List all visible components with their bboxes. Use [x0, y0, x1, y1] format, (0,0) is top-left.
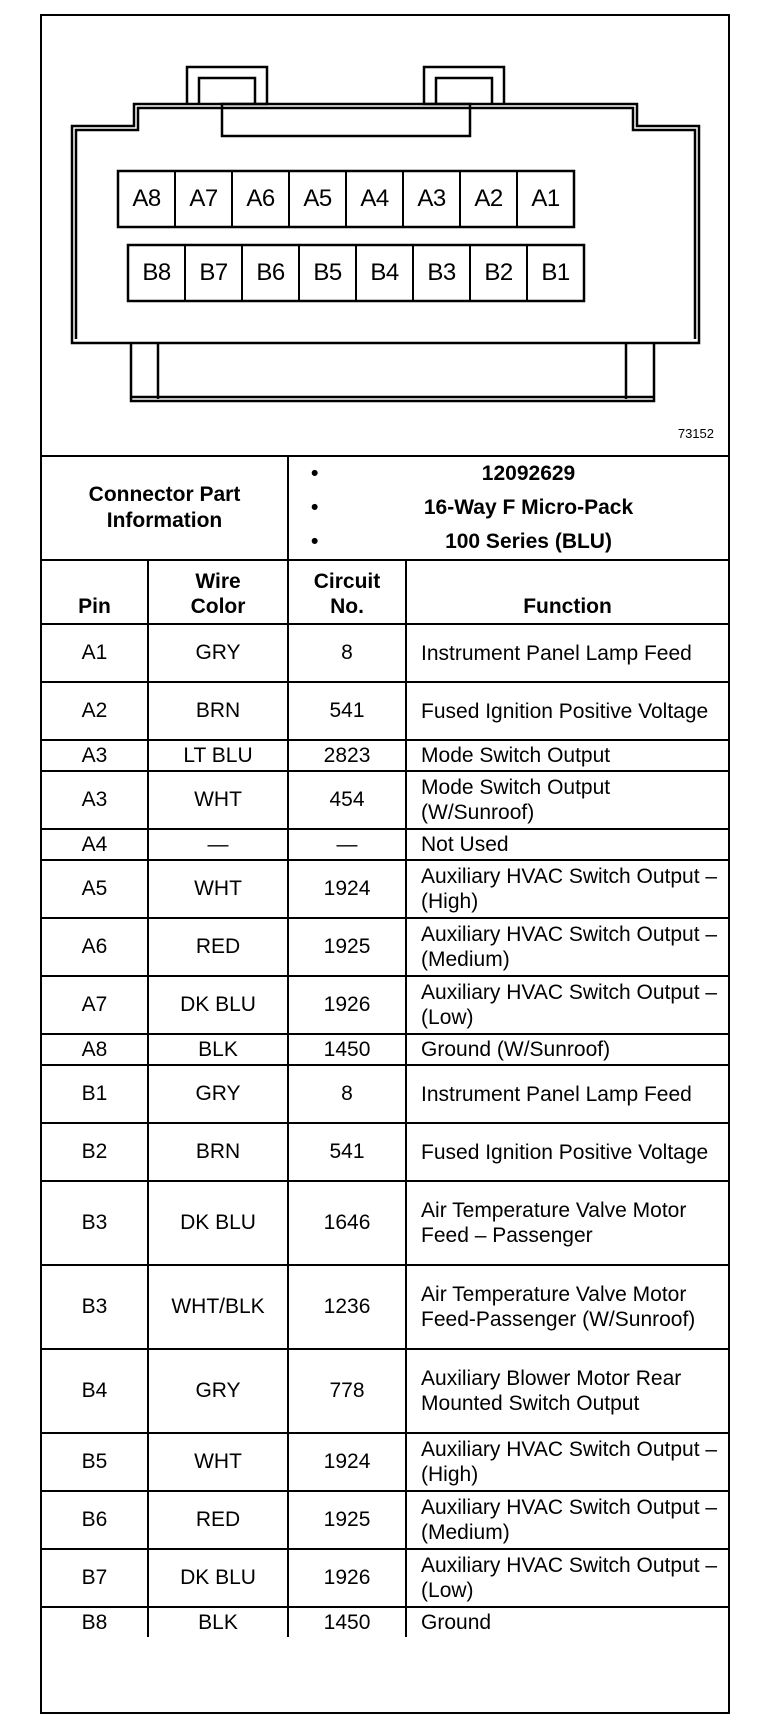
- circuit-cell: 1926: [288, 1549, 406, 1607]
- wire-color-cell: GRY: [148, 1065, 288, 1123]
- header-circuit: Circuit No.: [288, 560, 406, 624]
- function-cell: Auxiliary HVAC Switch Output – (Medium): [406, 1491, 728, 1549]
- pin-label-b7: B7: [199, 259, 228, 286]
- table-row: [42, 740, 728, 771]
- table-row: [42, 1433, 728, 1491]
- pin-cell: B3: [42, 1181, 148, 1265]
- table-row: [42, 1491, 728, 1549]
- pin-cell: B1: [42, 1065, 148, 1123]
- wire-color-cell: LT BLU: [148, 740, 288, 771]
- function-cell: Ground: [406, 1607, 728, 1637]
- table-row: [42, 1607, 728, 1637]
- connector-diagram: [42, 16, 728, 457]
- table-row: [42, 1265, 728, 1349]
- circuit-cell: 541: [288, 1123, 406, 1181]
- connector-sheet: [40, 14, 730, 1714]
- pin-cell: B6: [42, 1491, 148, 1549]
- table-row: [42, 1065, 728, 1123]
- wire-color-cell: DK BLU: [148, 976, 288, 1034]
- connector-type: • 16-Way F Micro-Pack: [329, 491, 728, 525]
- wire-color-cell: BLK: [148, 1607, 288, 1637]
- table-row: [42, 918, 728, 976]
- pin-label-b6: B6: [256, 259, 285, 286]
- pin-label-b5: B5: [313, 259, 342, 286]
- table-row: [42, 1181, 728, 1265]
- table-row: [42, 860, 728, 918]
- wire-color-cell: BRN: [148, 1123, 288, 1181]
- pin-rows: [42, 624, 728, 1637]
- pin-cell: B3: [42, 1265, 148, 1349]
- pin-cell: B5: [42, 1433, 148, 1491]
- function-cell: Auxiliary HVAC Switch Output – (Medium): [406, 918, 728, 976]
- pin-label-a8: A8: [132, 185, 161, 212]
- pin-cell: A8: [42, 1034, 148, 1065]
- wire-color-cell: WHT: [148, 771, 288, 829]
- circuit-cell: 1236: [288, 1265, 406, 1349]
- pin-label-a1: A1: [531, 185, 560, 212]
- header-row: [42, 560, 728, 624]
- circuit-cell: 1924: [288, 1433, 406, 1491]
- wire-color-cell: DK BLU: [148, 1549, 288, 1607]
- connector-info-list: [288, 456, 728, 560]
- pin-label-b1: B1: [541, 259, 570, 286]
- function-cell: Fused Ignition Positive Voltage: [406, 682, 728, 740]
- wire-color-cell: —: [148, 829, 288, 860]
- header-wire-color: Wire Color: [148, 560, 288, 624]
- connector-info-label: Connector Part Information: [42, 456, 288, 560]
- wire-color-cell: GRY: [148, 1349, 288, 1433]
- wire-color-cell: RED: [148, 918, 288, 976]
- pin-cell: A3: [42, 740, 148, 771]
- pin-cell: A6: [42, 918, 148, 976]
- connector-outline: [42, 16, 728, 455]
- function-cell: Auxiliary HVAC Switch Output – (High): [406, 860, 728, 918]
- circuit-cell: 1926: [288, 976, 406, 1034]
- table-row: [42, 829, 728, 860]
- pin-cell: B2: [42, 1123, 148, 1181]
- function-cell: Not Used: [406, 829, 728, 860]
- circuit-cell: 8: [288, 1065, 406, 1123]
- pin-cell: A7: [42, 976, 148, 1034]
- function-cell: Auxiliary HVAC Switch Output – (High): [406, 1433, 728, 1491]
- pin-label-a5: A5: [303, 185, 332, 212]
- connector-series: • 100 Series (BLU): [329, 525, 728, 559]
- circuit-cell: 1924: [288, 860, 406, 918]
- pin-cell: B8: [42, 1607, 148, 1637]
- pin-cell: A4: [42, 829, 148, 860]
- function-cell: Auxiliary Blower Motor Rear Mounted Switch Output: [406, 1349, 728, 1433]
- pinout-table: [42, 455, 728, 1637]
- pin-label-b3: B3: [427, 259, 456, 286]
- function-cell: Fused Ignition Positive Voltage: [406, 1123, 728, 1181]
- pin-cell: A5: [42, 860, 148, 918]
- table-row: [42, 1034, 728, 1065]
- circuit-cell: 454: [288, 771, 406, 829]
- circuit-cell: 1450: [288, 1034, 406, 1065]
- pin-label-b2: B2: [484, 259, 513, 286]
- function-cell: Air Temperature Valve Motor Feed-Passenger (W/Sunroof): [406, 1265, 728, 1349]
- circuit-cell: 2823: [288, 740, 406, 771]
- pin-cell: A2: [42, 682, 148, 740]
- pin-cell: B4: [42, 1349, 148, 1433]
- function-cell: Air Temperature Valve Motor Feed – Passenger: [406, 1181, 728, 1265]
- pin-cell: A3: [42, 771, 148, 829]
- circuit-cell: —: [288, 829, 406, 860]
- wire-color-cell: DK BLU: [148, 1181, 288, 1265]
- function-cell: Instrument Panel Lamp Feed: [406, 1065, 728, 1123]
- function-cell: Auxiliary HVAC Switch Output – (Low): [406, 976, 728, 1034]
- pin-label-a3: A3: [417, 185, 446, 212]
- table-row: [42, 1123, 728, 1181]
- pin-label-a6: A6: [246, 185, 275, 212]
- circuit-cell: 1925: [288, 918, 406, 976]
- table-row: [42, 1549, 728, 1607]
- circuit-cell: 778: [288, 1349, 406, 1433]
- pin-label-b4: B4: [370, 259, 399, 286]
- table-row: [42, 976, 728, 1034]
- wire-color-cell: WHT: [148, 1433, 288, 1491]
- table-row: [42, 771, 728, 829]
- wire-color-cell: WHT/BLK: [148, 1265, 288, 1349]
- function-cell: Auxiliary HVAC Switch Output – (Low): [406, 1549, 728, 1607]
- circuit-cell: 1450: [288, 1607, 406, 1637]
- header-function: Function: [406, 560, 728, 624]
- pin-label-a2: A2: [474, 185, 503, 212]
- circuit-cell: 1646: [288, 1181, 406, 1265]
- table-row: [42, 682, 728, 740]
- wire-color-cell: GRY: [148, 624, 288, 682]
- function-cell: Mode Switch Output: [406, 740, 728, 771]
- connector-info-row: [42, 456, 728, 560]
- circuit-cell: 1925: [288, 1491, 406, 1549]
- circuit-cell: 541: [288, 682, 406, 740]
- circuit-cell: 8: [288, 624, 406, 682]
- function-cell: Instrument Panel Lamp Feed: [406, 624, 728, 682]
- connector-part-number: • 12092629: [329, 457, 728, 491]
- table-row: [42, 624, 728, 682]
- wire-color-cell: BRN: [148, 682, 288, 740]
- pin-label-a4: A4: [360, 185, 389, 212]
- pin-label-a7: A7: [189, 185, 218, 212]
- function-cell: Mode Switch Output (W/Sunroof): [406, 771, 728, 829]
- header-pin: Pin: [42, 560, 148, 624]
- wire-color-cell: WHT: [148, 860, 288, 918]
- pin-cell: A1: [42, 624, 148, 682]
- function-cell: Ground (W/Sunroof): [406, 1034, 728, 1065]
- diagram-code: 73152: [677, 426, 714, 441]
- pin-cell: B7: [42, 1549, 148, 1607]
- wire-color-cell: BLK: [148, 1034, 288, 1065]
- wire-color-cell: RED: [148, 1491, 288, 1549]
- table-row: [42, 1349, 728, 1433]
- pin-label-b8: B8: [142, 259, 171, 286]
